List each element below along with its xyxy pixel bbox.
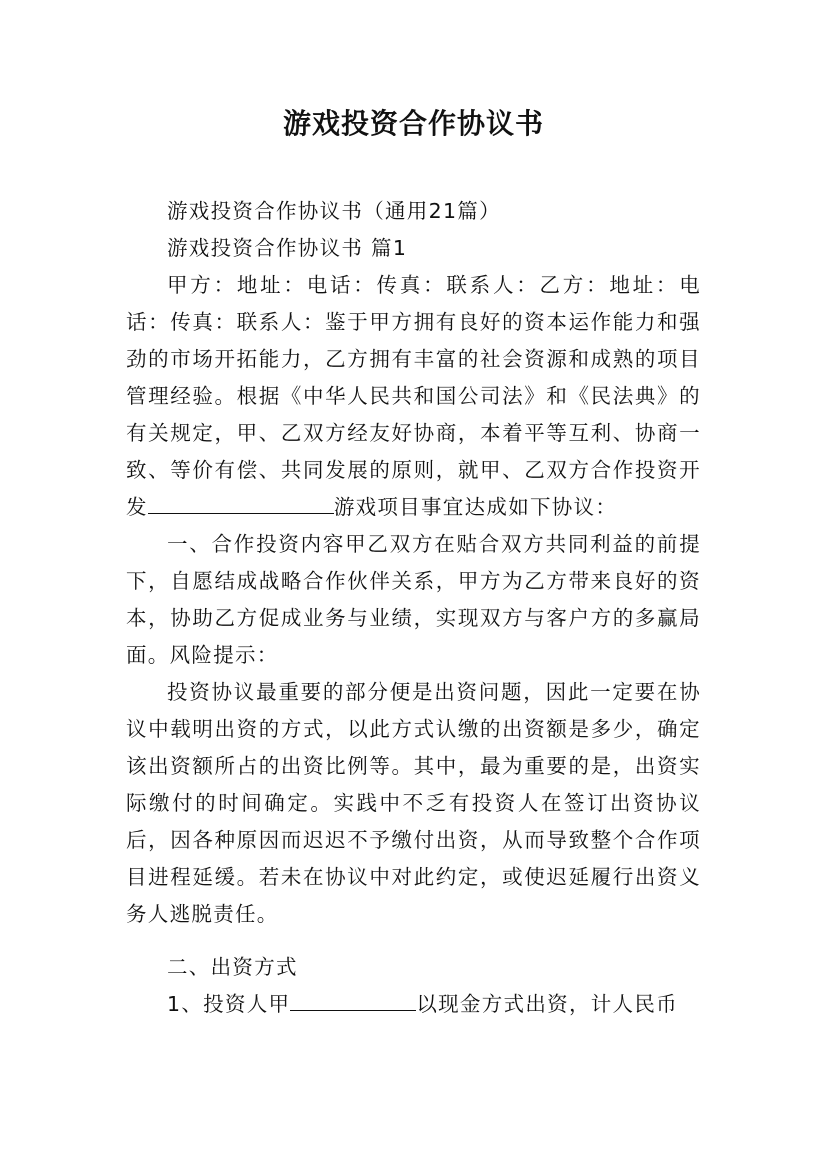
parties-text-end: 游戏项目事宜达成如下协议： <box>333 495 618 519</box>
paragraph-subtitle: 游戏投资合作协议书（通用21篇） <box>167 199 501 223</box>
paragraph-cooperation-content: 一、合作投资内容甲乙双方在贴合双方共同利益的前提下，自愿结成战略合作伙伴关系，甲方为乙方带来良好的资本，协助乙方促成业务与业绩，实现双方与客户方的多赢局面。风险提示： <box>126 532 701 667</box>
investor-a-text: 1、投资人甲 <box>167 992 291 1016</box>
paragraph-investment-method-heading: 二、出资方式 <box>167 955 298 979</box>
investor-a-text-end: 以现金方式出资，计人民币 <box>416 992 678 1016</box>
paragraph-investor-a <box>126 986 701 1023</box>
paragraph-risk-notice: 投资协议最重要的部分便是出资问题，因此一定要在协议中载明出资的方式，以此方式认缴的出资额是多少，确定该出资额所占的出资比例等。其中，最为重要的是，出资实际缴付的时间确定。实践中不乏有投资人在签订出资协议后，因各种原因而迟迟不予缴付出资，从而导致整个合作项目进程延缓。若未在协议中对此约定，或使迟延履行出资义务人逃脱责任。 <box>126 680 701 926</box>
fill-blank-investor-name <box>290 987 416 1011</box>
document-title: 游戏投资合作协议书 <box>282 107 544 140</box>
fill-blank-project-name <box>148 490 334 514</box>
parties-text: 甲方：地址：电话：传真：联系人：乙方：地址：电话：传真：联系人：鉴于甲方拥有良好的资本运作能力和强劲的市场开拓能力，乙方拥有丰富的社会资源和成熟的项目管理经验。根据《中华人民共和国公司法》和《民法典》的有关规定，甲、乙双方经友好协商，本着平等互利、协商一致、等价有偿、共同发展的原则，就甲、乙双方合作投资开发 <box>126 273 701 519</box>
document-body <box>126 193 701 1023</box>
paragraph-section-heading: 游戏投资合作协议书 篇1 <box>167 236 408 260</box>
paragraph-parties <box>126 267 701 526</box>
